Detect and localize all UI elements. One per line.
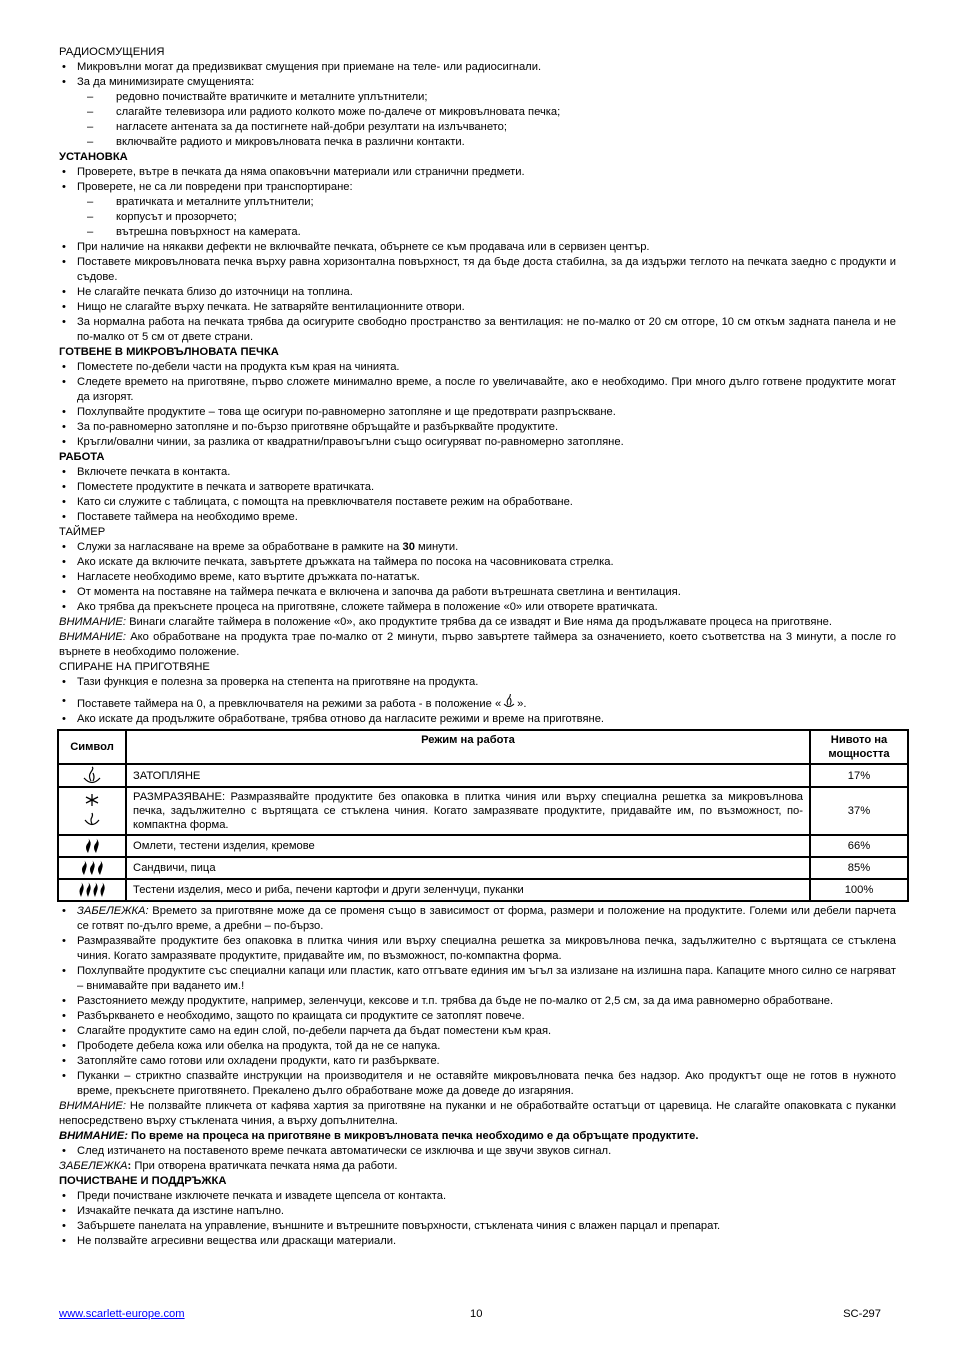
table-row <box>58 879 908 901</box>
timer-minutes: 30 <box>402 541 415 553</box>
popcorn-warning <box>59 1099 896 1129</box>
heat-icon <box>501 694 517 710</box>
list-item: • Ако искате да продължите обработване, трябва отново да нагласите режими и време на приготвяне. <box>59 712 896 727</box>
list-item: • Нагласете необходимо време, като въртите дръжката по-нататък. <box>59 570 896 585</box>
clean-list <box>59 1189 896 1249</box>
warning-text: Не ползвайте пликчета от кафява хартия за приготвяне на пуканки и не обработвайте остатъци от царевица. Не слагайте опаковката с пуканки непосредствено върху стъклената чиния, а върху допълнителна. <box>59 1100 896 1127</box>
list-item: – вратичката и металните уплътнители; <box>59 195 896 210</box>
power-value: 85% <box>810 857 908 879</box>
section-heading-stop: СПИРАНЕ НА ПРИГОТВЯНЕ <box>59 661 210 673</box>
notes-list <box>59 904 896 1099</box>
list-item: • Нищо не слагайте върху печката. Не затваряйте вентилационните отвори. <box>59 300 896 315</box>
timer-text-post: минути. <box>414 541 459 553</box>
table-row <box>58 764 908 787</box>
list-item: • Прободете дебела кожа или обелка на продукта, той да не се напука. <box>59 1039 896 1054</box>
page-footer <box>59 1307 881 1323</box>
warning-label: ВНИМАНИЕ: <box>59 1130 128 1142</box>
warning-label: ВНИМАНИЕ: <box>59 1100 126 1112</box>
door-note <box>59 1159 896 1174</box>
list-item: • Поставете микровълновата печка върху равна хоризонтална повърхност, тя да бъде доста стабилна, за да издържи теглото на печката заедно с продукти и съдове. <box>59 255 896 285</box>
list-item: • Следете времето на приготвяне, първо сложете минимално време, а после го увеличавайте, ако е необходимо. При много дълго готвене продуктите могат да изгорят. <box>59 375 896 405</box>
list-item: • При наличие на някакви дефекти не включвайте печката, обърнете се към продавача или в сервизен център. <box>59 240 896 255</box>
list-item: • Не слагайте печката близо до източници на топлина. <box>59 285 896 300</box>
stop-list <box>59 675 896 727</box>
power-value: 100% <box>810 879 908 901</box>
list-item: • Забършете панелата на управление, външните и вътрешните повърхности, стъклената чиния с влажен парцал и препарат. <box>59 1219 896 1234</box>
list-item: • Изчакайте печката да изстине напълно. <box>59 1204 896 1219</box>
section-heading-timer: ТАЙМЕР <box>59 526 106 538</box>
table-row <box>58 835 908 857</box>
install-list <box>59 165 896 345</box>
cooking-list <box>59 360 896 450</box>
defrost-icon <box>58 787 126 835</box>
list-item: • Като си служите с таблицата, с помощта на превключвателя поставете режим на обработване. <box>59 495 896 510</box>
three-flames-icon <box>58 857 126 879</box>
mode-description: Сандвичи, пица <box>126 857 810 879</box>
note-label: ЗАБЕЛЕЖКА: <box>77 905 149 917</box>
list-item: • Проверете, не са ли повредени при транспортиране: <box>59 180 896 195</box>
list-item: • Ако трябва да прекъснете процеса на приготвяне, сложете таймера в положение «0» или отворете вратичката. <box>59 600 896 615</box>
list-item: – корпусът и прозорчето; <box>59 210 896 225</box>
note-text: Времето за приготвяне може да се променя също в зависимост от форма, размери и положение на продуктите. Големи или дебели парчета се готвят по-дълго време, а дребни – по-бързо. <box>77 905 896 932</box>
section-heading-clean: ПОЧИСТВАНЕ И ПОДДРЪЖКА <box>59 1175 227 1187</box>
list-item: • Ако искате да включите печката, завъртете дръжката на таймера по посока на часовниковата стрелка. <box>59 555 896 570</box>
timer-list <box>59 540 896 615</box>
list-item: • Разстоянието между продуктите, например, зеленчуци, кексове и т.п. трябва да бъде не по-малко от 2,5 см, за да има равномерно обработване. <box>59 994 896 1009</box>
mode-description: ЗАТОПЛЯНЕ <box>126 764 810 787</box>
website-link[interactable]: www.scarlett-europe.com <box>59 1308 185 1320</box>
timer-warning-2 <box>59 630 896 660</box>
warning-text: Винаги слагайте таймера в положение «0», ако продуктите трябва да се извадят и Вие няма да продължавате процеса на приготвяне. <box>125 616 832 628</box>
list-item: – включвайте радиото и микровълновата печка в различни контакти. <box>59 135 896 150</box>
list-item: • Не ползвайте агресивни вещества или драскащи материали. <box>59 1234 896 1249</box>
list-item: • Затопляйте само готови или охладени продукти, като ги разбърквате. <box>59 1054 896 1069</box>
column-header-mode: Режим на работа <box>126 730 810 764</box>
list-item: – вътрешна повърхност на камерата. <box>59 225 896 240</box>
timer-warning-1 <box>59 615 896 630</box>
list-item: • Слагайте продуктите само на един слой, по-дебели парчета да бъдат поместени към края. <box>59 1024 896 1039</box>
table-row <box>58 857 908 879</box>
list-item: • Похлупвайте продуктите със специални капаци или пластик, като отгъвате единия им ъгъл за излизане на излишна пара. Капаците много силно се нагряват – внимавайте при вадането им.! <box>59 964 896 994</box>
end-list <box>59 1144 896 1159</box>
list-item <box>59 904 896 934</box>
list-item: • Проверете, вътре в печката да няма опаковъчни материали или странични предмети. <box>59 165 896 180</box>
warning-label: ВНИМАНИЕ: <box>59 616 126 628</box>
list-item: • Поставете таймера на необходимо време. <box>59 510 896 525</box>
work-list <box>59 465 896 525</box>
list-item: • За да минимизирате смущенията: <box>59 75 896 90</box>
list-item: – слагайте телевизора или радиото колкото може по-далече от микровълновата печка; <box>59 105 896 120</box>
list-item: • След изтичането на поставеното време печката автоматически се изключва и ще звучи звуков сигнал. <box>59 1144 896 1159</box>
warning-text: Ако обработване на продукта трае по-малко от 2 минути, първо завъртете таймера за означението, което съответства на 3 минути, а после го върнете в необходимо положение. <box>59 631 896 658</box>
table-header-row <box>58 730 908 764</box>
list-item <box>59 694 896 712</box>
stop-text-pre: Поставете таймера на 0, а превключвателя на режими за работа - в положение « <box>77 698 502 710</box>
column-header-symbol: Символ <box>58 730 126 764</box>
table-row <box>58 787 908 835</box>
note-text: При отворена вратичката печката няма да работи. <box>131 1160 398 1172</box>
column-header-power: Нивото на мощността <box>810 730 908 764</box>
list-item: • Микровълни могат да предизвикват смущения при приемане на теле- или радиосигнали. <box>59 60 896 75</box>
mode-description: Тестени изделия, месо и риба, печени картофи и други зеленчуци, пуканки <box>126 879 810 901</box>
note-label: ЗАБЕЛЕЖКА <box>59 1160 128 1172</box>
mode-description: Омлети, тестени изделия, кремове <box>126 835 810 857</box>
section-heading-install: УСТАНОВКА <box>59 151 128 163</box>
section-heading-work: РАБОТА <box>59 451 105 463</box>
list-item: • За нормална работа на печката трябва да осигурите свободно пространство за вентилация: не по-малко от 20 см отгоре, 10 см откъм задната панела и не по-малко от 5 см от двете страни. <box>59 315 896 345</box>
power-value: 37% <box>810 787 908 835</box>
list-item: • Преди почистване изключете печката и извадете щепсела от контакта. <box>59 1189 896 1204</box>
page-number: 10 <box>470 1308 483 1320</box>
power-value: 66% <box>810 835 908 857</box>
list-item: • Кръгли/овални чинии, за разлика от квадратни/правоъгълни също осигуряват по-равномерно затопляне. <box>59 435 896 450</box>
heat-icon <box>58 764 126 787</box>
warning-label: ВНИМАНИЕ: <box>59 631 126 643</box>
note-colon: : <box>127 1160 132 1172</box>
warning-text: По време на процеса на приготвяне в микровълновата печка необходимо е да обръщате продуктите. <box>127 1130 699 1142</box>
list-item: • Поместете по-дебели части на продукта към края на чинията. <box>59 360 896 375</box>
stop-text-post: ». <box>517 698 527 710</box>
mode-description: РАЗМРАЗЯВАНЕ: Размразявайте продуктите без опаковка в плитка чиния или върху специална решетка за микровълнова печка, задължително с въртящата се стъклена чиния. Когато замразявате продуктите, придавайте им, по възможност, по-компактна форма. <box>126 787 810 835</box>
model-number: SC-297 <box>843 1308 881 1320</box>
list-item <box>59 540 896 555</box>
list-item: – редовно почиствайте вратичките и металните уплътнители; <box>59 90 896 105</box>
section-heading-cooking: ГОТВЕНЕ В МИКРОВЪЛНОВАТА ПЕЧКА <box>59 346 279 358</box>
list-item: • От момента на поставяне на таймера печката е включена и започва да работи вътрешната светлина и вентилация. <box>59 585 896 600</box>
list-item: • Пуканки – стриктно спазвайте инструкции на производителя и не оставяйте микровълновата печка без надзор. Ако продуктът още не готов в нужното време, прекъснете приготвянето. Прекалено дълго обработване може да доведе до изгаряния. <box>59 1069 896 1099</box>
list-item: • Включете печката в контакта. <box>59 465 896 480</box>
list-item: • Размразявайте продуктите без опаковка в плитка чиния или върху специална решетка за микровълнова печка, задължително с въртящата се стъклена чиния. Когато замразявате продуктите, придавайте им, по възможност, по-компактна форма. <box>59 934 896 964</box>
section-heading-radio: РАДИОСМУЩЕНИЯ <box>59 46 165 58</box>
manual-page <box>59 45 896 1249</box>
list-item: – нагласете антената за да постигнете най-добри резултати на излъчването; <box>59 120 896 135</box>
power-value: 17% <box>810 764 908 787</box>
four-flames-icon <box>58 879 126 901</box>
list-item: • Тази функция е полезна за проверка на степента на приготвяне на продукта. <box>59 675 896 690</box>
list-item: • За по-равномерно затопляне и по-бързо приготвяне обръщайте и разбърквайте продуктите. <box>59 420 896 435</box>
timer-text-pre: Служи за нагласяване на време за обработване в рамките на <box>77 541 403 553</box>
list-item: • Похлупвайте продуктите – това ще осигури по-равномерно затопляне и ще предотврати разпръскване. <box>59 405 896 420</box>
radio-list <box>59 60 896 150</box>
power-mode-table <box>57 729 909 902</box>
list-item: • Разбъркването е необходимо, защото по краищата си продуктите се затоплят повече. <box>59 1009 896 1024</box>
two-flames-icon <box>58 835 126 857</box>
list-item: • Поместете продуктите в печката и затворете вратичката. <box>59 480 896 495</box>
turn-warning <box>59 1129 896 1144</box>
